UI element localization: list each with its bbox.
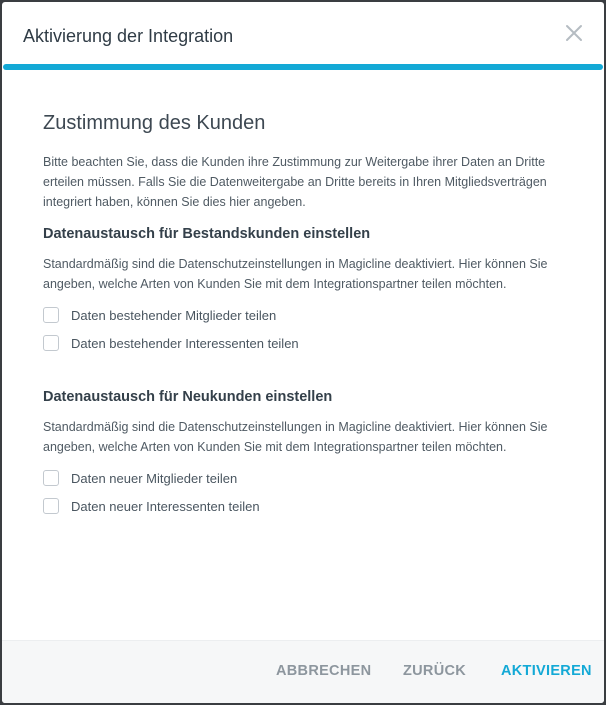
- checkbox-label: Daten bestehender Mitglieder teilen: [71, 307, 277, 323]
- checkbox-label: Daten bestehender Interessenten teilen: [71, 335, 299, 351]
- checkbox-new-prospects[interactable]: [43, 492, 563, 520]
- section-title: Zustimmung des Kunden: [43, 112, 266, 134]
- accent-bar: [3, 64, 603, 70]
- back-button[interactable]: ZURÜCK: [403, 663, 467, 679]
- close-icon: [564, 23, 584, 43]
- new-customers-heading: Datenaustausch für Neukunden einstellen: [43, 389, 333, 405]
- dialog-title: Aktivierung der Integration: [23, 26, 234, 46]
- existing-customers-description: Standardmäßig sind die Datenschutzeinstellungen in Magicline deaktiviert. Hier können Sie angeben, welche Arten von Kunden Sie mit dem Integrationspartner teilen möchten.: [43, 257, 548, 291]
- dialog-footer: [2, 640, 604, 703]
- integration-activation-dialog: [2, 2, 604, 703]
- cancel-button[interactable]: ABBRECHEN: [276, 663, 372, 679]
- existing-customers-heading: Datenaustausch für Bestandskunden einstellen: [43, 226, 371, 242]
- new-customers-description: Standardmäßig sind die Datenschutzeinstellungen in Magicline deaktiviert. Hier können Sie angeben, welche Arten von Kunden Sie mit dem Integrationspartner teilen möchten.: [43, 420, 548, 454]
- close-button[interactable]: [564, 23, 584, 43]
- checkbox-label: Daten neuer Mitglieder teilen: [71, 470, 238, 486]
- intro-text: Bitte beachten Sie, dass die Kunden ihre Zustimmung zur Weitergabe ihrer Daten an Dritte erteilen müssen. Falls Sie die Datenweitergabe an Dritte bereits in Ihren Mitgliedsverträgen integriert haben, können Sie dies hier angeben.: [43, 155, 547, 209]
- checkbox-existing-prospects[interactable]: [43, 329, 563, 357]
- checkbox-box[interactable]: [43, 335, 59, 351]
- activate-button[interactable]: AKTIVIEREN: [501, 663, 592, 679]
- checkbox-box[interactable]: [43, 470, 59, 486]
- checkbox-label: Daten neuer Interessenten teilen: [71, 498, 260, 514]
- checkbox-box[interactable]: [43, 498, 59, 514]
- dialog-header: [2, 2, 604, 68]
- checkbox-box[interactable]: [43, 307, 59, 323]
- dialog-body: [43, 112, 563, 520]
- checkbox-new-members[interactable]: [43, 464, 563, 492]
- checkbox-existing-members[interactable]: [43, 301, 563, 329]
